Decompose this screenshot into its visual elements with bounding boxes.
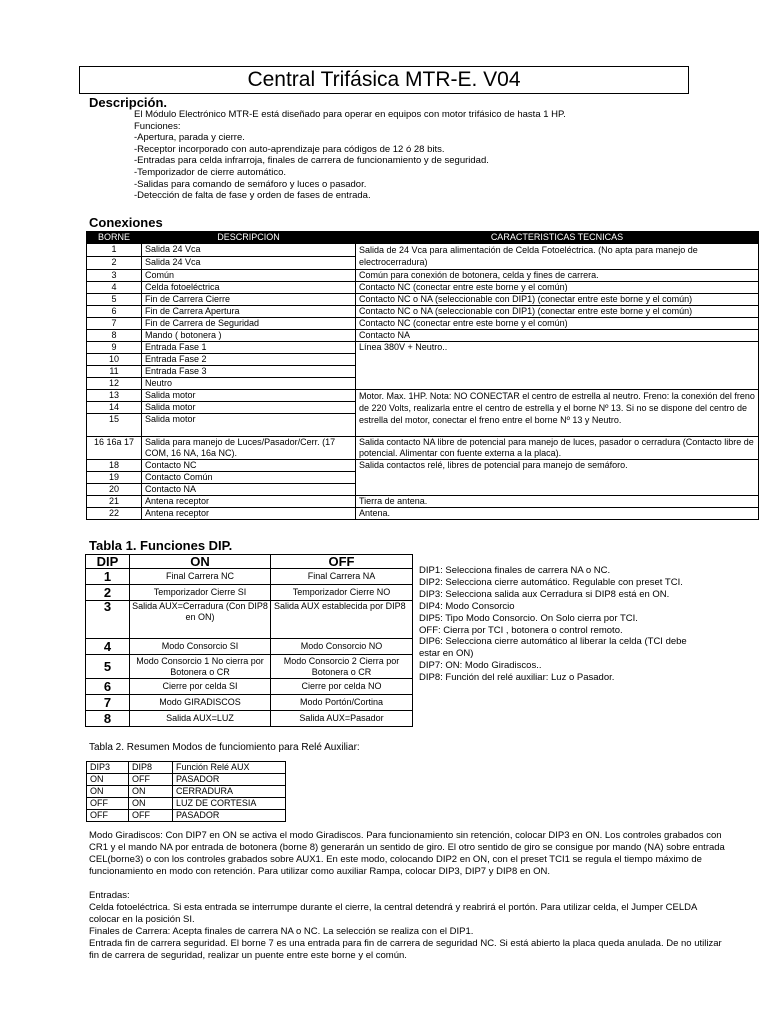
borne-cell: 4 (87, 281, 142, 293)
caracteristica-cell: Salida contacto NA libre de potencial para manejo de luces, pasador o cerradura (Contacto libre de potencial. Alimentar con fuente externa a la placa). (356, 436, 759, 459)
relay-cell: OFF (129, 810, 173, 822)
table-row (87, 389, 759, 401)
table-row (87, 244, 759, 257)
dip-off-cell: Modo Portón/Cortina (271, 695, 413, 711)
dip-note: DIP8: Función del relé auxiliar: Luz o Pasador. (419, 672, 615, 684)
giradiscos-paragraph: Modo Giradiscos: Con DIP7 en ON se activa el modo Giradiscos. Para funcionamiento sin retención, colocar DIP3 en ON. Los controles grabados con CR1 y el mando NA por entrada de botonera (borne 8) generarán un sentido de giro. El otro sentido de giro se consigue por mando (NA) sobre entrada CEL(borne3) o con los controles grabados sobre AUX1. En este modo, colocando DIP2 en ON, con el preset TCI1 se regula el tiempo máximo de funcionamiento en modo con retención. Para utilizar como auxiliar Rampa, colocar DIP3, DIP7 y DIP8 en ON. (89, 830, 725, 877)
conexiones-table (86, 231, 759, 520)
caracteristica-cell: Contacto NC o NA (seleccionable con DIP1) (conectar entre este borne y el común) (356, 293, 759, 305)
descripcion-cell: Salida para manejo de Luces/Pasador/Cerr. (17 COM, 16 NA, 16a NC). (142, 436, 356, 459)
dip-note: DIP2: Selecciona cierre automático. Regulable con preset TCI. (419, 576, 683, 588)
descripcion-cell: Neutro (142, 377, 356, 389)
dip-number: 8 (86, 711, 130, 727)
borne-cell: 11 (87, 365, 142, 377)
table-row (87, 798, 286, 810)
borne-cell: 15 (87, 413, 142, 436)
borne-cell: 8 (87, 329, 142, 341)
table-row (87, 293, 759, 305)
borne-cell: 16 16a 17 (87, 436, 142, 459)
dip-off-cell: Temporizador Cierre NO (271, 585, 413, 601)
dip-number: 1 (86, 569, 130, 585)
borne-cell: 7 (87, 317, 142, 329)
dip-off-cell: Modo Consorcio NO (271, 639, 413, 655)
table-header-row (86, 555, 413, 569)
dip-table (85, 554, 413, 727)
descripcion-line: -Salidas para comando de semáforo y luces o pasador. (134, 178, 367, 190)
table-row (86, 601, 413, 639)
relay-cell: LUZ DE CORTESIA (173, 798, 286, 810)
relay-cell: ON (87, 786, 129, 798)
descripcion-cell: Salida 24 Vca (142, 256, 356, 269)
entrada-finales: Finales de Carrera: Acepta finales de carrera NA o NC. La selección se realiza con el DIP1. (89, 925, 474, 937)
descripcion-cell: Fin de Carrera Cierre (142, 293, 356, 305)
caracteristica-cell: Antena. (356, 507, 759, 519)
descripcion-line: -Apertura, parada y cierre. (134, 132, 245, 144)
caracteristica-cell: Salida de 24 Vca para alimentación de Celda Fotoeléctrica. (No apta para manejo de electrocerradura) (356, 244, 759, 270)
borne-cell: 9 (87, 341, 142, 353)
descripcion-cell: Entrada Fase 2 (142, 353, 356, 365)
dip-on-cell: Modo Consorcio 1 No cierra por Botonera o CR (130, 655, 271, 679)
table-row (87, 341, 759, 353)
dip-on-cell: Modo GIRADISCOS (130, 695, 271, 711)
dip-on-cell: Temporizador Cierre SI (130, 585, 271, 601)
table-row (87, 281, 759, 293)
dip-note: OFF: Cierra por TCI , botonera o control remoto. (419, 624, 623, 636)
dip-number: 2 (86, 585, 130, 601)
dip-off-cell: Salida AUX establecida por DIP8 (271, 601, 413, 639)
relay-cell: OFF (129, 774, 173, 786)
dip-number: 7 (86, 695, 130, 711)
borne-cell: 14 (87, 401, 142, 413)
descripcion-cell: Entrada Fase 3 (142, 365, 356, 377)
borne-cell: 6 (87, 305, 142, 317)
descripcion-cell: Contacto NA (142, 483, 356, 495)
caracteristica-cell: Contacto NA (356, 329, 759, 341)
table-header-row (87, 762, 286, 774)
table-header-row (87, 232, 759, 244)
caracteristica-cell: Contacto NC (conectar entre este borne y el común) (356, 317, 759, 329)
table-row (86, 639, 413, 655)
dip-note: DIP1: Selecciona finales de carrera NA o NC. (419, 565, 611, 576)
table-row (86, 585, 413, 601)
descripcion-cell: Antena receptor (142, 495, 356, 507)
dip-on-cell: Salida AUX=LUZ (130, 711, 271, 727)
caracteristica-cell: Común para conexión de botonera, celda y fines de carrera. (356, 269, 759, 281)
descripcion-cell: Salida motor (142, 401, 356, 413)
descripcion-cell: Fin de Carrera Apertura (142, 305, 356, 317)
descripcion-line: -Entradas para celda infrarroja, finales de carrera de funcionamiento y de seguridad. (134, 155, 489, 167)
header-dip3: DIP3 (87, 762, 129, 774)
dip-note: DIP4: Modo Consorcio (419, 600, 515, 612)
descripcion-cell: Fin de Carrera de Seguridad (142, 317, 356, 329)
descripcion-cell: Contacto NC (142, 459, 356, 471)
caracteristica-cell: Motor. Max. 1HP. Nota: NO CONECTAR el centro de estrella al neutro. Freno: la conexión del freno de 220 Volts, realizarla entre el centro de estrella y el borne Nº 13. Si no se dispone del centro de estrella del motor, conectar el freno entre el borne Nº 13 y Neutro. (356, 389, 759, 436)
dip-number: 5 (86, 655, 130, 679)
borne-cell: 21 (87, 495, 142, 507)
dip-off-cell: Salida AUX=Pasador (271, 711, 413, 727)
caracteristica-cell: Contacto NC (conectar entre este borne y el común) (356, 281, 759, 293)
dip-number: 3 (86, 601, 130, 639)
borne-cell: 12 (87, 377, 142, 389)
relay-cell: PASADOR (173, 810, 286, 822)
descripcion-line: -Temporizador de cierre automático. (134, 166, 287, 178)
header-descripcion: DESCRIPCION (142, 232, 356, 244)
descripcion-text (134, 109, 566, 202)
caracteristica-cell: Salida contactos relé, libres de potencial para manejo de semáforo. (356, 459, 759, 495)
table-row (87, 305, 759, 317)
borne-cell: 13 (87, 389, 142, 401)
header-dip8: DIP8 (129, 762, 173, 774)
page-title: Central Trifásica MTR-E. V04 (79, 66, 689, 94)
borne-cell: 1 (87, 244, 142, 257)
relay-cell: PASADOR (173, 774, 286, 786)
dip-number: 6 (86, 679, 130, 695)
borne-cell: 2 (87, 256, 142, 269)
table-row (87, 269, 759, 281)
table-row (87, 810, 286, 822)
dip-on-cell: Final Carrera NC (130, 569, 271, 585)
table-row (86, 695, 413, 711)
entradas-section (89, 890, 729, 961)
descripcion-heading: Descripción. (89, 95, 168, 110)
dip-notes (419, 565, 687, 684)
conexiones-heading: Conexiones (89, 215, 163, 230)
dip-on-cell: Salida AUX=Cerradura (Con DIP8 en ON) (130, 601, 271, 639)
descripcion-cell: Entrada Fase 1 (142, 341, 356, 353)
dip-off-cell: Modo Consorcio 2 Cierra por Botonera o CR (271, 655, 413, 679)
tabla2-heading: Tabla 2. Resumen Modos de funciomiento para Relé Auxiliar: (89, 742, 360, 753)
dip-note: DIP5: Tipo Modo Consorcio. On Solo cierra por TCI. (419, 612, 638, 624)
relay-cell: ON (129, 798, 173, 810)
entrada-seguridad: Entrada fin de carrera seguridad. El borne 7 es una entrada para fin de carrera de seguridad NC. Si está abierto la placa queda anulada. De no utilizar fin de carrera de seguridad, realizar un puente entre este borne y el común. (89, 937, 722, 961)
entrada-celda: Celda fotoeléctrica. Si esta entrada se interrumpe durante el cierre, la central detendrá y reabrirá el portón. Para utilizar celda, el Jumper CELDA colocar en la posición SI. (89, 901, 697, 925)
descripcion-cell: Salida 24 Vca (142, 244, 356, 257)
descripcion-cell: Común (142, 269, 356, 281)
relay-table (86, 761, 286, 822)
header-caracteristicas: CARACTERISTICAS TECNICAS (356, 232, 759, 244)
caracteristica-cell: Tierra de antena. (356, 495, 759, 507)
table-row (86, 711, 413, 727)
relay-cell: ON (87, 774, 129, 786)
dip-off-cell: Cierre por celda NO (271, 679, 413, 695)
header-off: OFF (271, 555, 413, 569)
dip-number: 4 (86, 639, 130, 655)
relay-cell: OFF (87, 798, 129, 810)
caracteristica-cell: Contacto NC o NA (seleccionable con DIP1) (conectar entre este borne y el común) (356, 305, 759, 317)
relay-cell: OFF (87, 810, 129, 822)
header-on: ON (130, 555, 271, 569)
descripcion-cell: Salida motor (142, 413, 356, 436)
descripcion-line: -Receptor incorporado con auto-aprendizaje para códigos de 12 ó 28 bits. (134, 143, 445, 155)
tabla1-heading: Tabla 1. Funciones DIP. (89, 538, 233, 553)
table-row (87, 329, 759, 341)
borne-cell: 22 (87, 507, 142, 519)
table-row (86, 679, 413, 695)
descripcion-line: -Detección de falta de fase y orden de fases de entrada. (134, 190, 371, 202)
dip-note: DIP6: Selecciona cierre automático al liberar la celda (TCI debe (419, 636, 687, 648)
dip-note: estar en ON) (419, 648, 474, 660)
header-borne: BORNE (87, 232, 142, 244)
relay-cell: CERRADURA (173, 786, 286, 798)
table-row (87, 317, 759, 329)
table-row (87, 459, 759, 471)
table-row (87, 774, 286, 786)
dip-note: DIP7: ON: Modo Giradiscos.. (419, 660, 542, 672)
entradas-heading: Entradas: (89, 890, 130, 901)
descripcion-cell: Antena receptor (142, 507, 356, 519)
dip-on-cell: Modo Consorcio SI (130, 639, 271, 655)
table-row (87, 786, 286, 798)
descripcion-cell: Salida motor (142, 389, 356, 401)
header-funcion: Función Relé AUX (173, 762, 286, 774)
table-row (86, 655, 413, 679)
dip-off-cell: Final Carrera NA (271, 569, 413, 585)
dip-note: DIP3: Selecciona salida aux Cerradura si DIP8 está en ON. (419, 588, 670, 600)
borne-cell: 3 (87, 269, 142, 281)
header-dip: DIP (86, 555, 130, 569)
caracteristica-cell: Línea 380V + Neutro.. (356, 341, 759, 389)
borne-cell: 10 (87, 353, 142, 365)
descripcion-cell: Celda fotoeléctrica (142, 281, 356, 293)
descripcion-line: Funciones: (134, 120, 181, 132)
table-row (87, 507, 759, 519)
descripcion-cell: Contacto Común (142, 471, 356, 483)
borne-cell: 20 (87, 483, 142, 495)
table-row (86, 569, 413, 585)
table-row (87, 495, 759, 507)
relay-cell: ON (129, 786, 173, 798)
table-row (87, 436, 759, 459)
dip-on-cell: Cierre por celda SI (130, 679, 271, 695)
descripcion-cell: Mando ( botonera ) (142, 329, 356, 341)
descripcion-line: El Módulo Electrónico MTR-E está diseñado para operar en equipos con motor trifásico de hasta 1 HP. (134, 109, 566, 120)
borne-cell: 19 (87, 471, 142, 483)
borne-cell: 18 (87, 459, 142, 471)
borne-cell: 5 (87, 293, 142, 305)
